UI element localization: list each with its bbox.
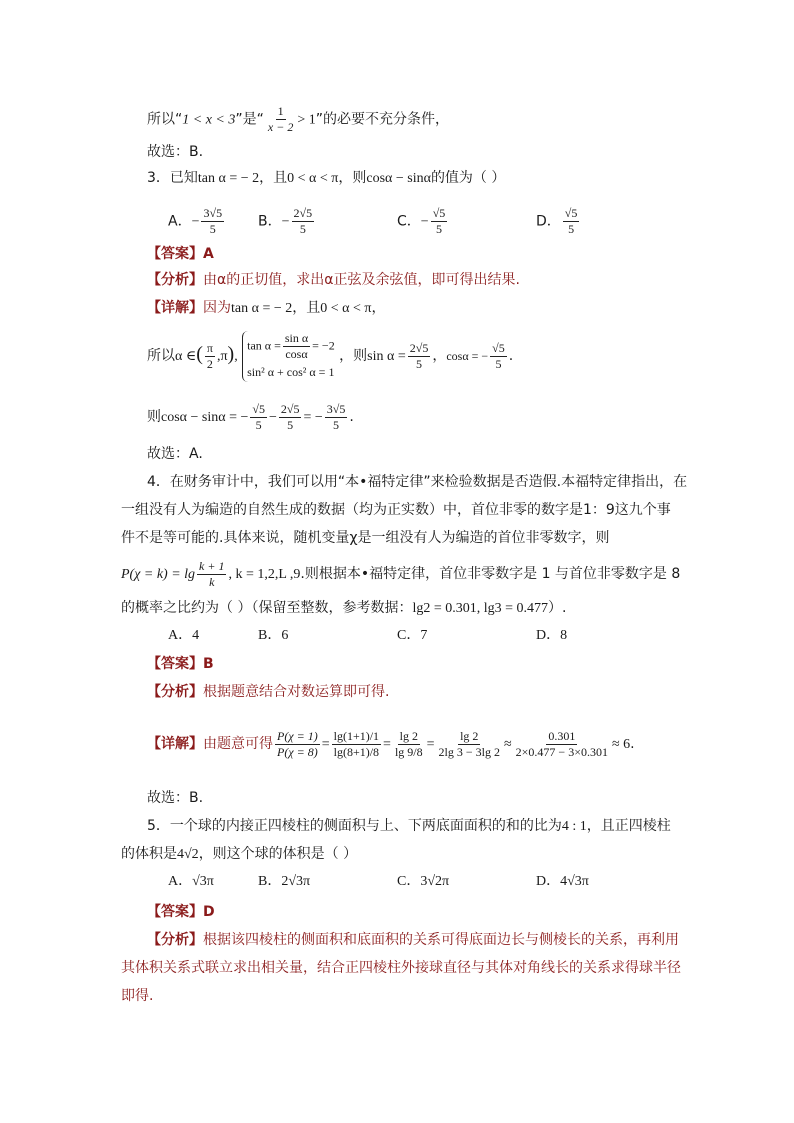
answer-select-b: 故选：B. bbox=[147, 144, 204, 160]
q5-option-c: C．3√2π bbox=[397, 874, 450, 889]
q3-answer: 【答案】A bbox=[147, 246, 214, 262]
q5-answer: 【答案】D bbox=[147, 904, 215, 920]
equation-system: tan α = $\frac{\text{sin α}}{\cos\alpha}$ = −2 sin² α + cos² α = 1 bbox=[242, 331, 335, 382]
q3-detail-1: 【详解】因为tan α = − 2，且0 < α < π， bbox=[147, 300, 386, 316]
q4-option-b: B．6 bbox=[258, 628, 289, 643]
q4-option-d: D．8 bbox=[536, 628, 568, 643]
q4-stem-line-2: 一组没有人为编造的自然生成的数据（均为正实数）中，首位非零的数字是1：9这九个事 bbox=[121, 502, 671, 518]
q3-option-c: C．− $\frac{√5}{5}$ bbox=[397, 206, 446, 236]
q3-option-a: A．− $\frac{3√5}{5}$ bbox=[168, 206, 223, 236]
q4-detail: 【详解】由题意可得 $\frac{P(\chi = 1)}{P(\chi = 8)}$ = $\frac{\lg(1+1)/1}{\lg(8+1)/8}$ = $\frac{\lg 2}{\lg 9/8}$ = $\frac{\lg 2}{2\lg 3 - 3\lg 2}$ ≈ $\frac{0.301}{2\times 0.477 - 3\times 0.301}$ ≈ 6. bbox=[147, 728, 635, 759]
q3-analysis: 【分析】由α的正切值，求出α正弦及余弦值，即可得出结果. bbox=[147, 272, 520, 288]
q3-option-d: D． $\frac{√5}{5}$ bbox=[536, 206, 578, 236]
fraction: $\frac{1}{x - 2}$ bbox=[267, 104, 294, 134]
q4-stem-line-3: 件不是等可能的.具体来说，随机变量χ是一组没有人为编造的首位非零数字，则 bbox=[121, 530, 610, 546]
q5-analysis-3: 即得. bbox=[121, 988, 154, 1004]
q5-option-b: B．2√3π bbox=[258, 874, 311, 889]
q5-option-a: A．√3π bbox=[168, 874, 214, 889]
q5-stem-line-2: 的体积是4√2，则这个球的体积是（ ） bbox=[121, 846, 358, 862]
q4-select: 故选：B. bbox=[147, 790, 204, 806]
q4-answer: 【答案】B bbox=[147, 656, 214, 672]
q4-option-c: C．7 bbox=[397, 628, 428, 643]
line-necessary-condition: 所以“1 < x < 3”是“ $\frac{1}{x - 2}$ > 1”的必要不充分条件， bbox=[147, 104, 449, 134]
q5-analysis-2: 其体积关系式联立求出相关量，结合正四棱柱外接球直径与其体对角线长的关系求得球半径 bbox=[121, 960, 681, 976]
q4-option-a: A．4 bbox=[168, 628, 200, 643]
q3-select: 故选：A. bbox=[147, 446, 203, 462]
q5-option-d: D．4√3π bbox=[536, 874, 589, 889]
q4-stem-line-5: 的概率之比约为（ ）（保留至整数，参考数据：lg2 = 0.301, lg3 = 0.477）. bbox=[121, 600, 567, 616]
q4-stem-line-1: 4．在财务审计中，我们可以用“本•福特定律”来检验数据是否造假.本福特定律指出，在 bbox=[147, 474, 688, 490]
q3-detail-3: 则cosα − sinα = − $\frac{√5}{5}$ − $\frac{2√5}{5}$ = − $\frac{3√5}{5}$ . bbox=[147, 401, 354, 432]
q4-analysis: 【分析】根据题意结合对数运算即可得. bbox=[147, 684, 390, 700]
q3-stem: 3．已知tan α = − 2，且0 < α < π，则cosα − sinα的值为（ ） bbox=[147, 170, 506, 186]
q3-option-b: B．− $\frac{2√5}{5}$ bbox=[258, 206, 313, 236]
q5-analysis-1: 【分析】根据该四棱柱的侧面积和底面积的关系可得底面边长与侧棱长的关系，再利用 bbox=[147, 932, 679, 948]
q4-stem-line-4: P(χ = k) = lg $\frac{k + 1}{k}$ , k = 1,2,L ,9.则根据本•福特定律，首位非零数字是 1 与首位非零数字是 8 bbox=[121, 558, 681, 589]
q3-detail-2: 所以α ∈( $\frac{\pi}{2}$ ,π), tan α = $\frac{\text{sin α}}{\cos\alpha}$ = −2 sin² α + cos² α = 1 ，则sin α = $\frac{2√5}{5}$ ，cosα = − $\frac{√5}{5}$ . bbox=[147, 330, 513, 382]
q5-stem-line-1: 5．一个球的内接正四棱柱的侧面积与上、下两底面面积的和的比为4 : 1，且正四棱柱 bbox=[147, 818, 671, 834]
